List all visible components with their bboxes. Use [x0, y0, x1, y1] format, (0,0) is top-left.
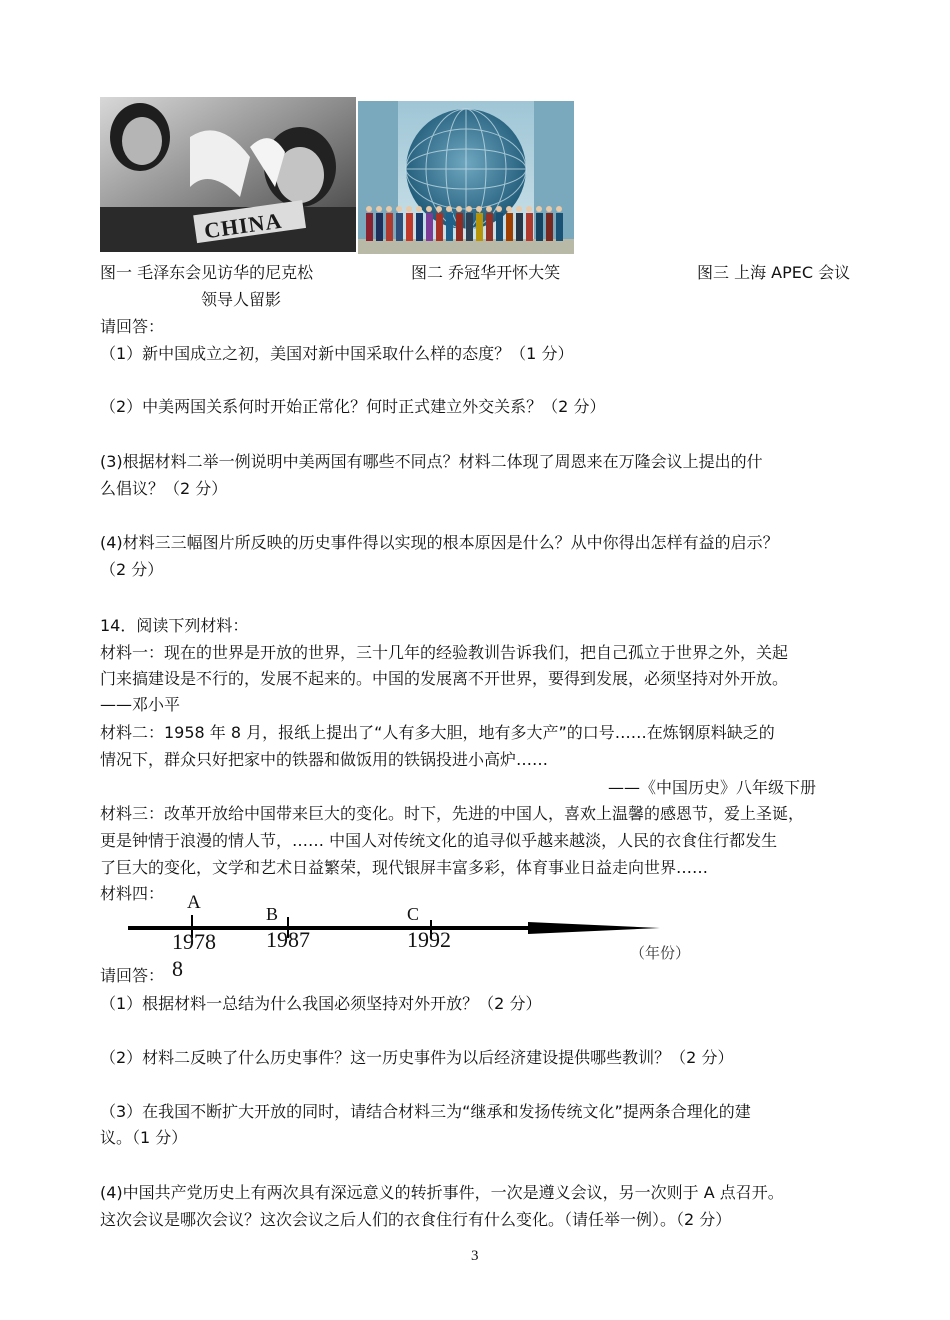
timeline-arrow: [528, 922, 660, 934]
timeline-year-c: 1992: [407, 927, 451, 952]
timeline-letter-c: C: [407, 904, 420, 924]
s14-material-1-line1: 材料一：现在的世界是开放的世界，三十几年的经验教训告诉我们，把自己孤立于世界之外，关起: [100, 643, 789, 662]
s14-question-4-line1: (4)中国共产党历史上有两次具有深远意义的转折事件，一次是遵义会议，另一次则于 A 点召开。: [100, 1183, 784, 1202]
caption-figure-3-line2: 领导人留影: [201, 290, 282, 309]
s13-question-3-line2: 么倡议？（2 分）: [100, 479, 228, 498]
s14-material-2-line2: 情况下，群众只好把家中的铁器和做饭用的铁锅投进小高炉……: [100, 750, 549, 769]
photo-apec-art: [358, 101, 574, 254]
s14-question-1: （1）根据材料一总结为什么我国必须坚持对外开放？（2 分）: [100, 994, 542, 1013]
timeline-year-a: 1978: [172, 929, 216, 954]
timeline-unit: （年份）: [630, 944, 691, 962]
photo-sign-text: CHINA: [202, 207, 284, 244]
s14-material-2-line1: 材料二：1958 年 8 月，报纸上提出了“人有多大胆，地有多大产”的口号……在炼钢原料缺乏的: [100, 723, 775, 742]
timeline-year-a-extra: 8: [172, 956, 183, 981]
timeline-year-b: 1987: [266, 927, 310, 952]
s14-question-2: （2）材料二反映了什么历史事件？这一历史事件为以后经济建设提供哪些教训？（2 分）: [100, 1048, 734, 1067]
s14-question-4-line2: 这次会议是哪次会议？这次会议之后人们的衣食住行有什么变化。（请任举一例）。（2 分）: [100, 1210, 732, 1229]
page-number: 3: [471, 1248, 479, 1264]
timeline-letter-a: A: [187, 892, 201, 913]
s14-material-3-line1: 材料三：改革开放给中国带来巨大的变化。时下，先进的中国人，喜欢上温馨的感恩节，爱上圣诞，: [100, 804, 805, 823]
s14-material-3-line3: 了巨大的变化，文学和艺术日益繁荣，现代银屏丰富多彩，体育事业日益走向世界……: [100, 858, 709, 877]
caption-figure-2: 图二 乔冠华开怀大笑: [411, 263, 561, 282]
s13-question-4-line1: (4)材料三三幅图片所反映的历史事件得以实现的根本原因是什么？从中你得出怎样有益的启示？: [100, 533, 779, 552]
s13-question-3-line1: (3)根据材料二举一例说明中美两国有哪些不同点？材料二体现了周恩来在万隆会议上提出的什: [100, 452, 763, 471]
timeline-letter-b: B: [266, 904, 279, 924]
s13-prompt: 请回答：: [100, 317, 165, 336]
caption-figure-3: 图三 上海 APEC 会议: [697, 263, 851, 282]
photo-apec: [358, 101, 574, 254]
s13-question-2: （2）中美两国关系何时开始正常化？何时正式建立外交关系？（2 分）: [100, 397, 606, 416]
s14-material-2-source: ——《中国历史》八年级下册: [608, 778, 817, 797]
s14-heading: 14．阅读下列材料：: [100, 616, 249, 635]
s13-question-4-line2: （2 分）: [100, 560, 164, 579]
s14-prompt: 请回答：: [100, 966, 165, 985]
s14-material-1-line2: 门来搞建设是不行的，发展不起来的。中国的发展离不开世界，要得到发展，必须坚持对外开放。: [100, 669, 789, 688]
caption-figure-1: 图一 毛泽东会见访华的尼克松: [100, 263, 314, 282]
s14-question-3-line2: 议。（1 分）: [100, 1128, 188, 1147]
s14-material-3-line2: 更是钟情于浪漫的情人节，…… 中国人对传统文化的追寻似乎越来越淡，人民的衣食住行都发生: [100, 831, 778, 850]
s14-question-3-line1: （3）在我国不断扩大开放的同时，请结合材料三为“继承和发扬传统文化”提两条合理化的建: [100, 1102, 751, 1121]
s14-material-1-source: ——邓小平: [100, 695, 181, 714]
s13-question-1: （1）新中国成立之初，美国对新中国采取什么样的态度？（1 分）: [100, 344, 574, 363]
s14-material-4-label: 材料四：: [100, 884, 165, 903]
photo-mao-nixon: [100, 97, 356, 252]
